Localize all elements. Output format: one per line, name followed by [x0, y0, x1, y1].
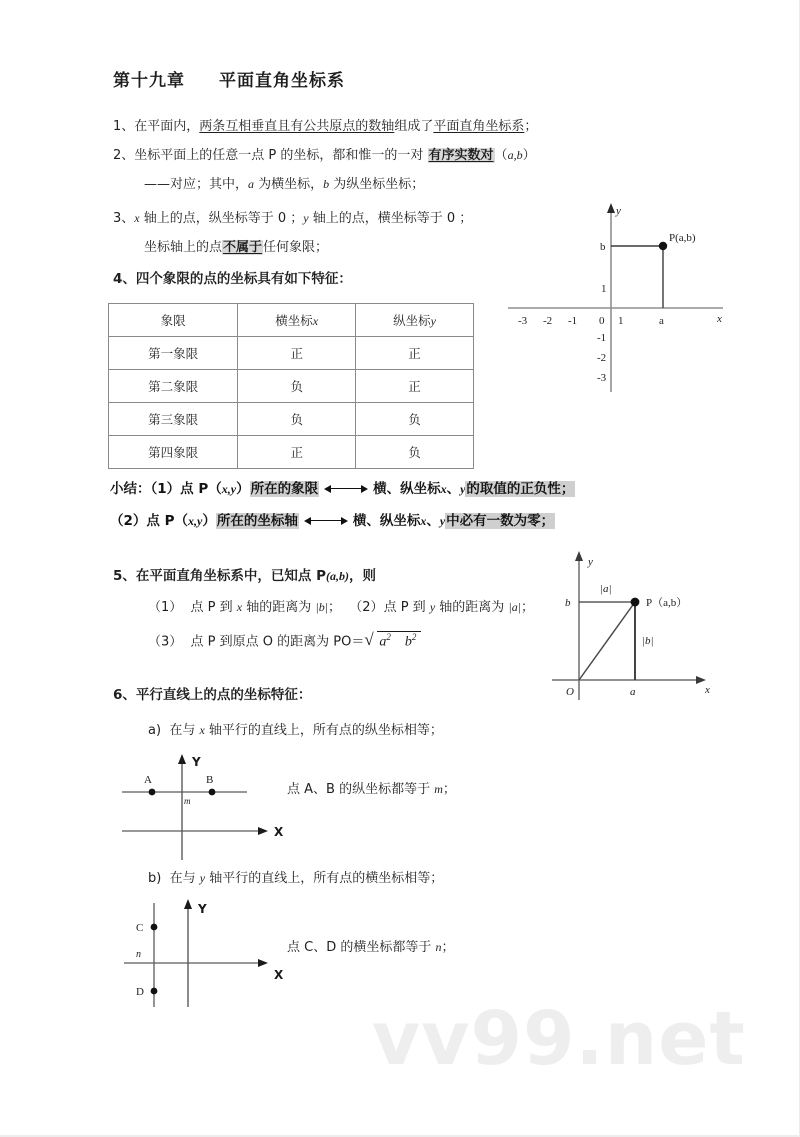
figure-4-var-n: n	[136, 949, 141, 960]
item-4	[113, 271, 352, 287]
item-5-sub2-tail: ；	[521, 600, 535, 615]
item-5-sub2-y: y	[429, 600, 436, 614]
figure-distance-to-axes	[500, 540, 720, 705]
figure-1-x-var: a	[659, 315, 664, 327]
item-4-number: 4、	[113, 271, 136, 287]
radicand-a: a	[379, 634, 387, 650]
item-3-number: 3、	[113, 211, 135, 226]
radical-sign-icon: √	[364, 630, 374, 649]
table-row	[109, 337, 474, 370]
figure-3-y-axis-label: Y	[192, 755, 201, 769]
item-6-b-note-tail: ；	[441, 940, 455, 955]
figure-1-y-tick--3: -3	[597, 372, 607, 384]
figure-3-point-b-label: B	[206, 774, 214, 786]
item-6-b-axis: y	[199, 871, 206, 885]
figure-2-x-axis-label: x	[705, 684, 710, 696]
figure-1-x-tick-1: 1	[618, 315, 624, 327]
item-1-underline-2: 平面直角坐标系	[433, 119, 525, 134]
item-3-line-2	[144, 240, 328, 256]
summary-1-comma: ,	[227, 482, 231, 496]
item-3-line2-lead: 坐标轴上的点	[144, 240, 223, 255]
item-5-sub1-abs: |b|	[315, 600, 328, 614]
figure-1-y-var: b	[600, 241, 606, 253]
summary-2-right-x: x	[420, 514, 427, 528]
figure-4-y-axis-label: Y	[198, 902, 207, 916]
item-2-pair-close: ）	[522, 148, 536, 163]
item-6-a-note-var: m	[434, 782, 443, 796]
item-5-paren-close: )	[345, 569, 350, 583]
figure-1-y-axis-label: y	[616, 205, 621, 217]
item-6-b-note-lead: 点 C、D 的横坐标都等于	[287, 940, 436, 955]
figure-2-origin-label: O	[566, 686, 574, 698]
item-3-line2-tail: 任何象限；	[263, 240, 329, 255]
summary-2-y: y	[197, 514, 203, 528]
item-5-sub1-text-a: 点 P 到	[190, 600, 237, 615]
bidirectional-arrow-icon	[324, 484, 368, 494]
summary-head: 小结：	[110, 481, 151, 497]
figure-1-y-tick-1: 1	[601, 283, 607, 295]
item-2-line-2	[144, 177, 424, 193]
figure-1-y-tick--1: -1	[597, 332, 607, 344]
item-2-line2-b: b	[323, 177, 330, 191]
table-header-x	[238, 304, 356, 337]
figure-4-x-axis-label: X	[274, 968, 284, 982]
summary-1-label: （1）	[150, 481, 181, 497]
summary-1-right-lead: 横、纵坐标	[373, 481, 441, 497]
summary-2-point: 点 P（	[146, 513, 189, 529]
summary-1-pclose: ）	[236, 481, 250, 497]
item-3-line2-highlight: 不属于	[223, 240, 263, 255]
item-2-pair-open: （	[494, 148, 508, 163]
item-2-line2-lead: ——对应；其中，	[144, 177, 249, 192]
figure-parallel-x	[112, 752, 382, 864]
item-1-underline-1: 两条互相垂直且有公共原点的数轴	[199, 119, 395, 134]
item-6-b-label: b)	[148, 871, 162, 886]
item-2-lead: 坐标平面上的任意一点 P 的坐标，都和惟一的一对	[134, 148, 428, 163]
radicand-b-exp: 2	[411, 632, 417, 642]
radicand-b: b	[404, 634, 412, 650]
table-header-y-text: 纵坐标	[393, 313, 431, 328]
summary-2-mid: 所在的坐标轴	[216, 513, 298, 529]
figure-2-y-var: b	[565, 597, 571, 609]
item-2-line2-tail: 为纵坐标坐标；	[329, 177, 425, 192]
summary-2-right-tail: 中必有一数为零；	[446, 513, 555, 529]
table-cell-x: 负	[238, 370, 356, 403]
item-6-a	[148, 723, 443, 739]
item-5	[113, 568, 376, 584]
item-1-mid: 组成了	[394, 119, 434, 134]
summary-1-right-sep: 、	[446, 481, 461, 497]
radicand	[377, 631, 421, 651]
summary-1-right-y: y	[460, 482, 466, 496]
figure-1-x-tick--2: -2	[543, 315, 553, 327]
table-header-x-text: 横坐标	[275, 313, 313, 328]
item-6-a-lead: 在与	[169, 723, 200, 738]
summary-2-right-lead: 横、纵坐标	[352, 513, 421, 529]
title-chapter: 第十九章	[113, 71, 185, 91]
figure-2-point-label: P（a,b）	[646, 597, 688, 609]
item-5-sub3-label: （3）	[148, 634, 183, 650]
item-2-pair-b: b	[516, 148, 523, 162]
summary-2-comma: ,	[194, 514, 198, 528]
item-5-title-tail: ，则	[349, 568, 377, 584]
item-2-line2-mid: 为横坐标，	[254, 177, 324, 192]
item-3-x-var: x	[134, 211, 140, 225]
item-2-highlight: 有序实数对	[428, 148, 494, 163]
item-5-sub1-x: x	[236, 600, 243, 614]
item-2-pair-comma: ,	[513, 148, 517, 162]
summary-1-y: y	[230, 482, 237, 496]
item-1	[113, 119, 537, 135]
figure-2-abs-b: |b|	[642, 635, 654, 647]
table-header-x-var: x	[312, 314, 319, 328]
figure-2-abs-a: |a|	[600, 583, 612, 595]
summary-2-label: （2）	[110, 513, 147, 529]
table-header-quadrant: 象限	[109, 304, 238, 337]
title-name: 平面直角坐标系	[219, 71, 345, 91]
item-3-y-var: y	[303, 211, 309, 225]
item-6	[113, 687, 311, 703]
table-cell-x: 负	[238, 403, 356, 436]
summary-1-x: x	[221, 482, 228, 496]
item-3-seg-2: 轴上的点，横坐标等于 0 ；	[308, 211, 473, 226]
table-row	[109, 370, 474, 403]
summary-1-right-x: x	[440, 482, 447, 496]
item-6-b	[148, 871, 443, 887]
item-2-line2-a: a	[248, 177, 255, 191]
figure-4-point-d-label: D	[136, 986, 144, 998]
item-6-b-lead: 在与	[169, 871, 200, 886]
table-cell-quadrant: 第四象限	[109, 436, 238, 469]
summary-1-right-tail: 的取值的正负性；	[466, 481, 575, 497]
table-cell-x: 正	[238, 436, 356, 469]
table-header-y-var: y	[430, 314, 436, 328]
summary-2-pclose: ）	[202, 513, 216, 529]
summary-2-x: x	[188, 514, 195, 528]
item-5-paren-open: (	[326, 569, 331, 583]
item-6-a-note-lead: 点 A、B 的纵坐标都等于	[287, 782, 435, 797]
figure-3-point-a-label: A	[144, 774, 152, 786]
bidirectional-arrow-icon	[304, 516, 348, 526]
summary-1-mid: 所在的象限	[250, 481, 319, 497]
item-4-title: 四个象限的点的坐标具有如下特征：	[135, 271, 352, 287]
sqrt-expression	[364, 631, 421, 651]
item-5-sub2-text-a: 点 P 到	[383, 600, 430, 615]
item-5-sub-1-2	[148, 600, 534, 616]
item-5-sub3-text: 点 P 到原点 O 的距离为 PO＝	[190, 634, 365, 650]
item-3	[113, 211, 472, 227]
item-6-a-tail: 轴平行的直线上，所有点的纵坐标相等；	[204, 723, 443, 738]
table-cell-quadrant: 第三象限	[109, 403, 238, 436]
figure-1-x-tick--1: -1	[568, 315, 578, 327]
figure-1-point-label: P(a,b)	[669, 232, 696, 244]
item-1-tail: ；	[524, 119, 538, 134]
item-5-sub-3	[148, 631, 421, 651]
item-5-a: a	[330, 569, 337, 583]
item-5-sub2-abs: |a|	[508, 600, 522, 614]
figure-1-x-tick-0: 0	[599, 315, 605, 327]
figure-3-var-m: m	[184, 796, 191, 806]
item-3-seg-1: 轴上的点，纵坐标等于 0 ；	[139, 211, 304, 226]
item-2	[113, 148, 536, 164]
item-6-a-label: a)	[148, 723, 162, 738]
summary-1-point: 点 P（	[180, 481, 222, 497]
item-1-number: 1、	[113, 119, 135, 134]
table-header-row	[109, 304, 474, 337]
item-5-sub2-label: （2）	[349, 600, 384, 615]
item-6-b-tail: 轴平行的直线上，所有点的横坐标相等；	[205, 871, 444, 886]
quadrant-sign-table	[108, 303, 474, 469]
figure-1-y-tick--2: -2	[597, 352, 607, 364]
item-6-number: 6、	[113, 687, 136, 703]
item-5-sub1-tail: ；	[328, 600, 342, 615]
figure-3-x-axis-label: X	[274, 825, 284, 839]
item-5-sub1-label: （1）	[148, 600, 183, 615]
table-cell-y: 正	[356, 370, 474, 403]
table-cell-quadrant: 第一象限	[109, 337, 238, 370]
summary-2-right-sep: 、	[426, 513, 440, 529]
item-5-number: 5、	[113, 568, 136, 584]
table-cell-y: 负	[356, 403, 474, 436]
item-1-lead: 在平面内，	[134, 119, 200, 134]
radicand-a-exp: 2	[386, 632, 391, 642]
summary-line-1	[110, 477, 575, 497]
item-6-a-note-tail: ；	[442, 782, 456, 797]
table-row	[109, 403, 474, 436]
figure-4-point-c-label: C	[136, 922, 144, 934]
item-6-b-note-var: n	[435, 940, 442, 954]
table-cell-y: 负	[356, 436, 474, 469]
watermark: vv99.net	[372, 996, 746, 1082]
figure-2-y-axis-label: y	[588, 556, 593, 568]
item-2-number: 2、	[113, 148, 135, 163]
item-5-sub1-text-b: 轴的距离为	[242, 600, 316, 615]
summary-2-right-y: y	[439, 514, 446, 528]
item-5-title-lead: 在平面直角坐标系中，已知点 P	[135, 568, 327, 584]
table-header-y	[356, 304, 474, 337]
item-6-a-axis: x	[199, 723, 205, 737]
table-cell-x: 正	[238, 337, 356, 370]
table-cell-quadrant: 第二象限	[109, 370, 238, 403]
table-row	[109, 436, 474, 469]
item-5-b: b	[339, 569, 346, 583]
item-6-title: 平行直线上的点的坐标特征：	[135, 687, 312, 703]
figure-1-x-tick--3: -3	[518, 315, 528, 327]
figure-1-x-axis-label: x	[717, 313, 722, 325]
item-5-sub2-text-b: 轴的距离为	[435, 600, 509, 615]
page-title	[113, 66, 345, 91]
summary-line-2	[110, 509, 555, 529]
figure-parallel-y	[112, 895, 382, 1010]
table-cell-y: 正	[356, 337, 474, 370]
figure-quadrant-grid	[498, 200, 728, 395]
item-2-pair-a: a	[507, 148, 514, 162]
item-5-comma: ,	[336, 569, 340, 583]
figure-2-x-var: a	[630, 686, 636, 698]
